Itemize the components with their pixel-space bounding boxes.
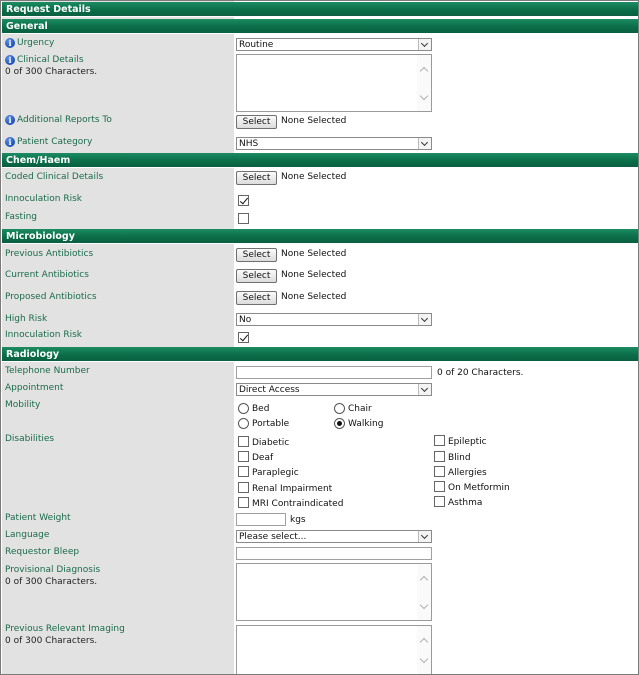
epileptic-label: Epileptic	[448, 437, 487, 447]
micro-innoculation-risk-checkbox[interactable]	[238, 332, 249, 343]
chevron-down-icon[interactable]	[418, 384, 431, 395]
diabetic-checkbox[interactable]	[238, 436, 249, 447]
blind-checkbox[interactable]	[434, 451, 445, 462]
chevron-down-icon[interactable]	[418, 314, 431, 325]
scrollbar[interactable]	[417, 564, 431, 620]
provisional-diagnosis-counter: 0 of 300 Characters.	[5, 577, 98, 587]
high-risk-select[interactable]: No	[236, 313, 432, 326]
telephone-number-input[interactable]	[236, 366, 432, 379]
info-icon[interactable]: i	[5, 38, 15, 48]
proposed-antibiotics-label: Proposed Antibiotics	[5, 292, 97, 302]
mobility-portable-label: Portable	[252, 419, 290, 429]
info-icon[interactable]: i	[5, 55, 15, 65]
mobility-label: Mobility	[5, 400, 41, 410]
provisional-diagnosis-textarea[interactable]	[236, 563, 432, 621]
section-microbiology-header: Microbiology	[2, 229, 638, 244]
mobility-chair-label: Chair	[348, 404, 372, 414]
telephone-number-counter: 0 of 20 Characters.	[437, 368, 524, 378]
urgency-select[interactable]: Routine	[236, 38, 432, 51]
paraplegic-label: Paraplegic	[252, 468, 299, 478]
fasting-checkbox[interactable]	[238, 213, 249, 224]
mobility-walking-label: Walking	[348, 419, 384, 429]
current-antibiotics-select-button[interactable]: Select	[236, 269, 277, 283]
mobility-bed-radio[interactable]	[238, 403, 249, 414]
scrollbar[interactable]	[417, 626, 431, 674]
allergies-checkbox[interactable]	[434, 466, 445, 477]
scroll-down-icon[interactable]	[420, 601, 428, 609]
additional-reports-to-label: i Additional Reports To	[5, 115, 112, 125]
request-details-header: Request Details	[2, 2, 638, 17]
scroll-up-icon[interactable]	[420, 576, 428, 584]
disabilities-label: Disabilities	[5, 434, 55, 444]
scrollbar[interactable]	[417, 55, 431, 111]
coded-clinical-details-label: Coded Clinical Details	[5, 172, 104, 182]
scroll-down-icon[interactable]	[420, 92, 428, 100]
section-general-header: General	[2, 19, 638, 34]
chevron-down-icon[interactable]	[418, 531, 431, 542]
appointment-select[interactable]: Direct Access	[236, 383, 432, 396]
deaf-checkbox[interactable]	[238, 451, 249, 462]
clinical-details-textarea[interactable]	[236, 54, 432, 112]
previous-relevant-imaging-counter: 0 of 300 Characters.	[5, 636, 98, 646]
renal-impairment-checkbox[interactable]	[238, 482, 249, 493]
blind-label: Blind	[448, 453, 471, 463]
previous-antibiotics-value: None Selected	[281, 249, 347, 259]
on-metformin-label: On Metformin	[448, 483, 510, 493]
scroll-up-icon[interactable]	[420, 638, 428, 646]
info-icon[interactable]: i	[5, 137, 15, 147]
mri-contraindicated-checkbox[interactable]	[238, 497, 249, 508]
chem-innoculation-risk-checkbox[interactable]	[238, 195, 249, 206]
previous-antibiotics-label: Previous Antibiotics	[5, 249, 94, 259]
asthma-label: Asthma	[448, 498, 483, 508]
proposed-antibiotics-value: None Selected	[281, 292, 347, 302]
mri-contraindicated-label: MRI Contraindicated	[252, 499, 344, 509]
requestor-bleep-input[interactable]	[236, 547, 432, 560]
clinical-details-label: i Clinical Details	[5, 55, 84, 65]
appointment-label: Appointment	[5, 383, 64, 393]
fasting-label: Fasting	[5, 212, 38, 222]
additional-reports-value: None Selected	[281, 116, 347, 126]
additional-reports-select-button[interactable]: Select	[236, 115, 277, 129]
previous-antibiotics-select-button[interactable]: Select	[236, 248, 277, 262]
coded-clinical-details-value: None Selected	[281, 172, 347, 182]
current-antibiotics-value: None Selected	[281, 270, 347, 280]
high-risk-label: High Risk	[5, 314, 48, 324]
previous-relevant-imaging-label: Previous Relevant Imaging	[5, 624, 125, 634]
mobility-walking-radio[interactable]	[334, 418, 345, 429]
section-radiology-header: Radiology	[2, 347, 638, 362]
diabetic-label: Diabetic	[252, 438, 290, 448]
on-metformin-checkbox[interactable]	[434, 481, 445, 492]
current-antibiotics-label: Current Antibiotics	[5, 270, 89, 280]
micro-innoculation-risk-label: Innoculation Risk	[5, 330, 82, 340]
section-chem-haem-header: Chem/Haem	[2, 153, 638, 168]
chevron-down-icon[interactable]	[418, 39, 431, 50]
clinical-details-counter: 0 of 300 Characters.	[5, 67, 98, 77]
chem-innoculation-risk-label: Innoculation Risk	[5, 194, 82, 204]
mobility-bed-label: Bed	[252, 404, 270, 414]
chevron-down-icon[interactable]	[418, 138, 431, 149]
deaf-label: Deaf	[252, 453, 274, 463]
info-icon[interactable]: i	[5, 115, 15, 125]
mobility-chair-radio[interactable]	[334, 403, 345, 414]
urgency-label: i Urgency	[5, 38, 54, 48]
requestor-bleep-label: Requestor Bleep	[5, 547, 80, 557]
epileptic-checkbox[interactable]	[434, 435, 445, 446]
renal-impairment-label: Renal Impairment	[252, 484, 333, 494]
paraplegic-checkbox[interactable]	[238, 466, 249, 477]
proposed-antibiotics-select-button[interactable]: Select	[236, 291, 277, 305]
patient-category-label: i Patient Category	[5, 137, 92, 147]
coded-clinical-details-select-button[interactable]: Select	[236, 171, 277, 185]
asthma-checkbox[interactable]	[434, 496, 445, 507]
patient-category-select[interactable]: NHS	[236, 137, 432, 150]
patient-weight-input[interactable]	[236, 513, 286, 526]
language-select[interactable]: Please select...	[236, 530, 432, 543]
telephone-number-label: Telephone Number	[5, 366, 90, 376]
scroll-up-icon[interactable]	[420, 67, 428, 75]
language-label: Language	[5, 530, 50, 540]
previous-relevant-imaging-textarea[interactable]	[236, 625, 432, 675]
allergies-label: Allergies	[448, 468, 487, 478]
scroll-down-icon[interactable]	[420, 655, 428, 663]
provisional-diagnosis-label: Provisional Diagnosis	[5, 565, 101, 575]
patient-weight-label: Patient Weight	[5, 513, 71, 523]
mobility-portable-radio[interactable]	[238, 418, 249, 429]
patient-weight-unit: kgs	[290, 515, 306, 525]
